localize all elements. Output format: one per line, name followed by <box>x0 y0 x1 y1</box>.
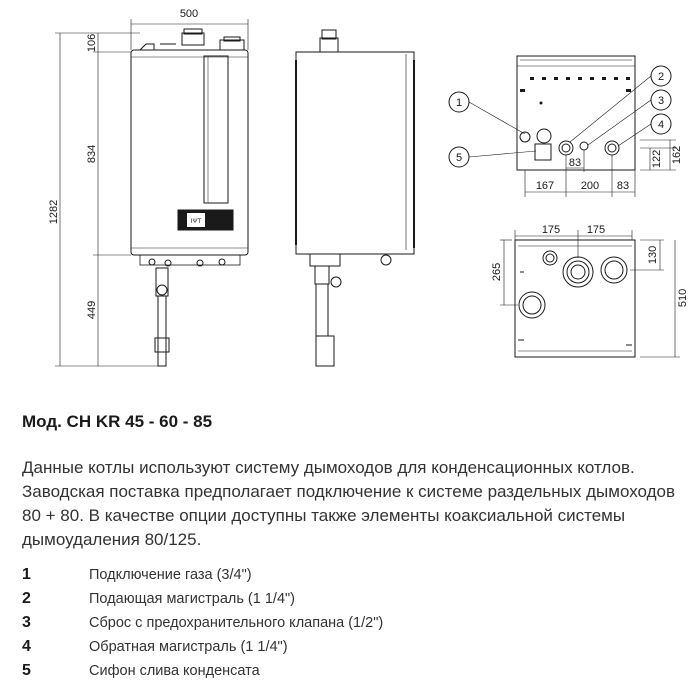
dim-200: 200 <box>580 180 600 192</box>
callout-1: 1 <box>455 97 463 109</box>
dim-total: 1282 <box>48 199 60 225</box>
callout-4: 4 <box>657 119 665 131</box>
dim-162: 162 <box>671 145 683 165</box>
legend-item <box>22 563 383 587</box>
legend-number: 3 <box>22 614 31 631</box>
legend-number: 1 <box>22 566 31 583</box>
dim-body: 834 <box>86 144 98 164</box>
front-view <box>55 19 248 366</box>
dim-510: 510 <box>677 288 689 308</box>
connection-legend <box>22 563 383 683</box>
dim-122: 122 <box>651 149 663 169</box>
legend-item <box>22 635 383 659</box>
legend-text: Обратная магистраль (1 1/4") <box>89 639 288 655</box>
legend-number: 2 <box>22 590 31 607</box>
dim-bottom: 449 <box>86 300 98 320</box>
callout-2: 2 <box>657 71 665 83</box>
legend-number: 4 <box>22 638 31 655</box>
dim-83b: 83 <box>616 180 630 192</box>
dim-167: 167 <box>535 180 555 192</box>
legend-text: Сифон слива конденсата <box>89 663 260 679</box>
callout-3: 3 <box>657 95 665 107</box>
legend-item <box>22 587 383 611</box>
legend-number: 5 <box>22 662 31 679</box>
legend-item <box>22 659 383 683</box>
dim-175b: 175 <box>586 224 606 236</box>
dim-top: 106 <box>86 33 98 53</box>
dim-175a: 175 <box>541 224 561 236</box>
dim-265: 265 <box>491 262 503 282</box>
side-view <box>296 30 414 366</box>
dim-width: 500 <box>179 8 199 20</box>
bottom-view <box>469 56 676 197</box>
legend-item <box>22 611 383 635</box>
dim-83a: 83 <box>568 157 582 169</box>
legend-text: Подключение газа (3/4") <box>89 567 252 583</box>
model-title: Мод. CH KR 45 - 60 - 85 <box>22 412 213 431</box>
dim-130: 130 <box>647 245 659 265</box>
panel-label: ΙΨΤ <box>190 219 202 225</box>
description: Данные котлы используют систему дымоходов для конденсационных котлов. Заводская поставка предполагает подключение к системе раздельных дымоходов 80 + 80. В качестве опции доступны также элементы коаксиальной системы дымоудаления 80/125. <box>22 458 676 549</box>
legend-text: Подающая магистраль (1 1/4") <box>89 591 295 607</box>
legend-text: Сброс с предохранительного клапана (1/2") <box>89 615 384 631</box>
callout-5: 5 <box>455 152 463 164</box>
